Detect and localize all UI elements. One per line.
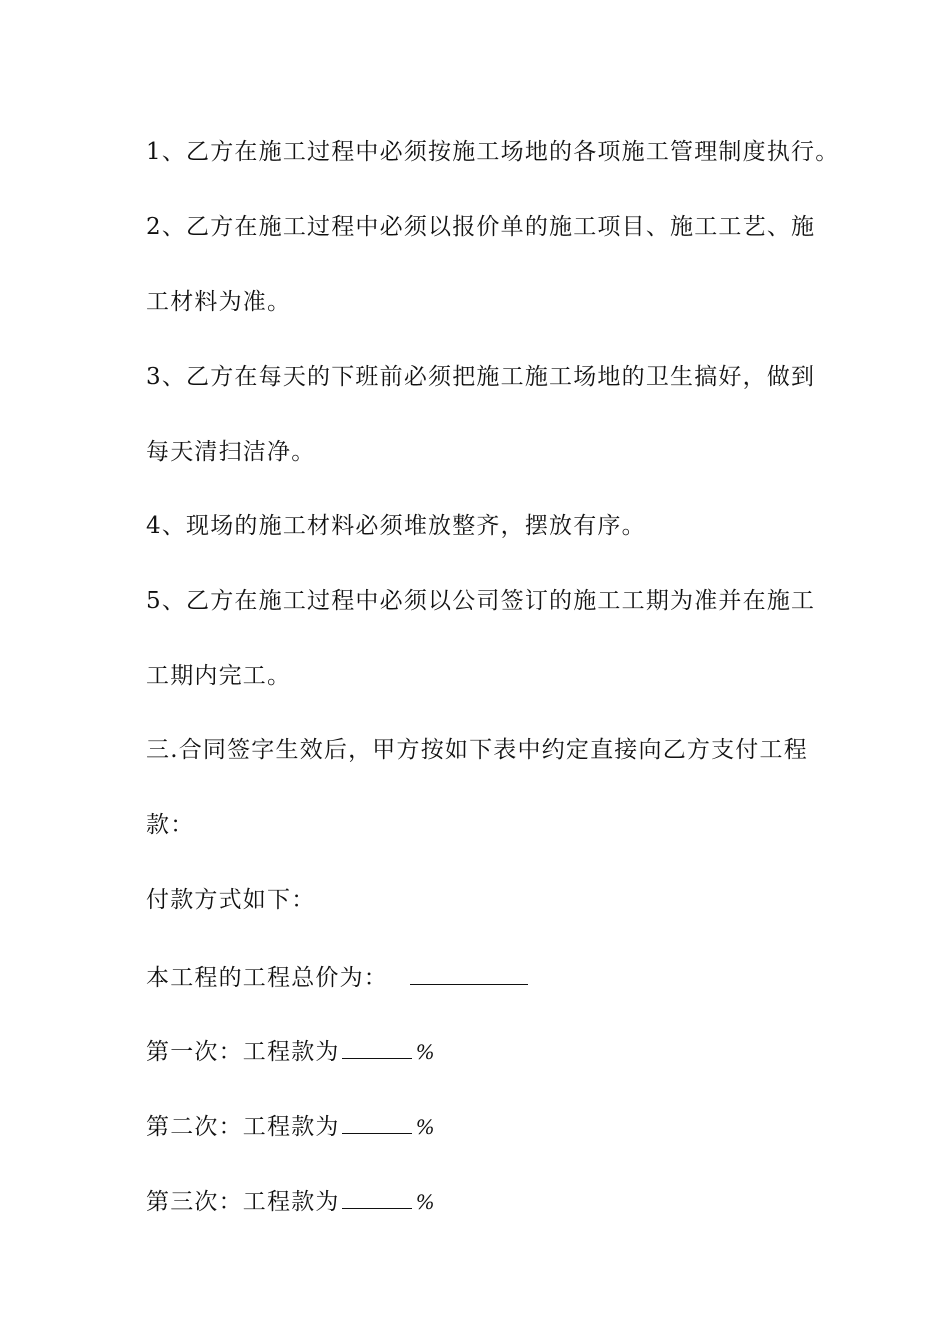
installment-2-line xyxy=(146,1109,436,1142)
installment-1-line xyxy=(146,1034,436,1067)
clause-3-continued: 每天清扫洁净。 xyxy=(146,439,316,465)
installment-1-blank xyxy=(342,1034,412,1059)
installment-1-label: 第一次：工程款为 xyxy=(146,1039,340,1065)
clause-5-continued: 工期内完工。 xyxy=(146,663,292,689)
clause-4: 4、现场的施工材料必须堆放整齐，摆放有序。 xyxy=(146,513,646,539)
installment-1-unit: % xyxy=(415,1040,436,1064)
installment-3-blank xyxy=(342,1184,412,1209)
clause-5: 5、乙方在施工过程中必须以公司签订的施工工期为准并在施工 xyxy=(146,588,816,614)
installment-2-blank xyxy=(342,1109,412,1134)
clause-1: 1、乙方在施工过程中必须按施工场地的各项施工管理制度执行。 xyxy=(146,139,840,165)
installment-2-label: 第二次：工程款为 xyxy=(146,1114,340,1140)
installment-2-unit: % xyxy=(415,1115,436,1139)
payment-intro: 付款方式如下： xyxy=(146,887,316,913)
section-3-heading: 三.合同签字生效后，甲方按如下表中约定直接向乙方支付工程 xyxy=(146,737,808,763)
installment-3-label: 第三次：工程款为 xyxy=(146,1189,340,1215)
clause-2-continued: 工材料为准。 xyxy=(146,289,292,315)
section-3-heading-continued: 款： xyxy=(146,812,195,838)
installment-3-unit: % xyxy=(415,1190,436,1214)
clause-3: 3、乙方在每天的下班前必须把施工施工场地的卫生搞好，做到 xyxy=(146,364,816,390)
total-price-label: 本工程的工程总价为： xyxy=(146,965,388,991)
total-price-line xyxy=(146,960,528,993)
total-price-blank xyxy=(410,960,528,985)
clause-2: 2、乙方在施工过程中必须以报价单的施工项目、施工工艺、施 xyxy=(146,214,816,240)
installment-3-line xyxy=(146,1184,436,1217)
